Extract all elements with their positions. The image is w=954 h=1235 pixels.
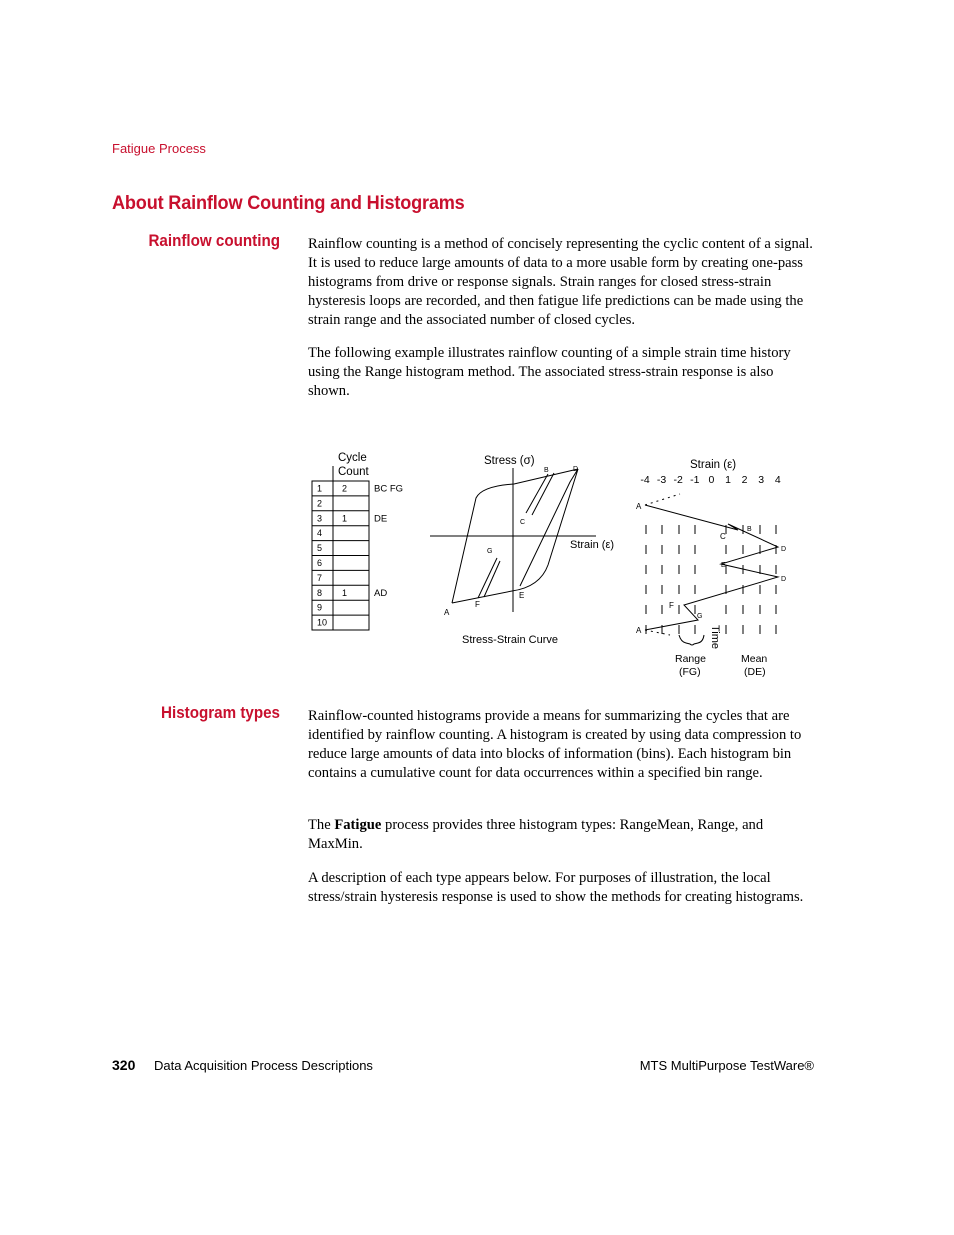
- strain-tick-label: -1: [690, 474, 700, 486]
- th-point-e: E: [721, 562, 726, 569]
- table-bin-number: 3: [317, 513, 323, 524]
- strain-tick-label: 4: [774, 474, 781, 486]
- footer-book-title: Data Acquisition Process Descriptions: [154, 1058, 373, 1073]
- page-number: 320: [112, 1057, 136, 1073]
- table-bin-number: 7: [317, 572, 323, 583]
- section-title: About Rainflow Counting and Histograms: [112, 192, 465, 214]
- rainflow-paragraph-1: Rainflow counting is a method of concisely representing the cyclic content of a signal. It is used to reduce large amounts of data to a more usable form by creating one-pass histograms from drive or response signals. Strain ranges for closed stress-strain hysteresis loops are recorded, and then fatigue life predictions can be made using the strain range and the associated number of closed cycles.: [308, 236, 813, 328]
- table-bin-number: 5: [317, 543, 323, 554]
- ss-point-d: D: [573, 466, 579, 473]
- stress-strain-caption: Stress-Strain Curve: [462, 634, 558, 646]
- table-cycle-label: AD: [374, 587, 388, 599]
- mean-sub-label: (DE): [744, 666, 766, 678]
- th-point-d1: D: [781, 546, 787, 553]
- th-point-d2: D: [781, 576, 787, 583]
- table-cycle-label: DE: [374, 513, 388, 525]
- table-rows: [312, 484, 403, 628]
- strain-tick-label: -3: [656, 474, 667, 486]
- cycle-count-table: [312, 452, 403, 630]
- strain-tick-label: 3: [758, 474, 765, 486]
- th-point-b: B: [747, 526, 752, 533]
- range-brace: [679, 635, 704, 645]
- table-cycle-count: 1: [342, 587, 348, 598]
- table-bin-number: 4: [317, 528, 323, 539]
- table-header-count: Count: [338, 466, 369, 478]
- ss-point-g: G: [487, 548, 493, 555]
- strain-tick-label: 1: [725, 474, 731, 486]
- table-bin-number: 1: [317, 483, 323, 494]
- strain-axis-label: Strain (ε): [570, 539, 615, 551]
- mean-label: Mean: [741, 653, 768, 665]
- footer-product-name: MTS MultiPurpose TestWare®: [639, 1058, 814, 1073]
- strain-history-start: [645, 494, 680, 505]
- range-sub-label: (FG): [679, 666, 701, 678]
- loop-de: [520, 469, 578, 586]
- range-label: Range: [675, 653, 706, 665]
- histogram-types-heading: Histogram types: [161, 704, 280, 722]
- strain-history-end: [645, 630, 670, 635]
- th-point-f: F: [669, 601, 674, 610]
- histogram-paragraph-2: [308, 816, 816, 854]
- time-history-title: Strain (ε): [690, 459, 737, 471]
- th-point-c: C: [720, 532, 726, 541]
- th-point-g: G: [697, 613, 703, 620]
- table-header-cycle: Cycle: [338, 452, 367, 464]
- stress-axis-label: Stress (σ): [484, 455, 535, 467]
- loop-fg-1: [478, 558, 497, 598]
- loop-fg-2: [484, 561, 500, 597]
- ss-point-b: B: [544, 467, 549, 474]
- table-cycle-count: 2: [342, 483, 348, 494]
- strain-tick-label: -2: [673, 474, 683, 486]
- table-cycle-label: BC FG: [374, 483, 404, 495]
- table-bin-number: 6: [317, 558, 323, 568]
- ss-point-f: F: [475, 600, 480, 609]
- histogram-paragraph-3: A description of each type appears below. For purposes of illustration, the local stress/strain hysteresis response is used to show the methods for creating histograms.: [308, 870, 804, 905]
- histogram-p2-before: The: [308, 817, 335, 833]
- running-head: Fatigue Process: [112, 141, 206, 156]
- loop-bc-1: [526, 474, 548, 513]
- strain-tick-label: -4: [640, 474, 650, 486]
- rainflow-figure: [300, 440, 800, 685]
- ss-point-e: E: [519, 591, 525, 600]
- table-bin-number: 8: [317, 587, 323, 598]
- ss-point-a: A: [444, 608, 450, 617]
- strain-history-line: [645, 505, 778, 630]
- th-point-a-bottom: A: [636, 626, 642, 635]
- ss-point-c: C: [520, 519, 526, 526]
- table-bin-number: 10: [317, 617, 328, 628]
- strain-time-history: [636, 459, 786, 678]
- strain-tick-label: 2: [741, 474, 748, 486]
- fatigue-bold: Fatigue: [334, 817, 382, 833]
- stress-strain-chart: [430, 455, 614, 646]
- table-bin-number: 2: [317, 498, 323, 509]
- table-cycle-count: 1: [342, 513, 348, 524]
- histogram-p2-after: process provides three histogram types: RangeMean, Range, and MaxMin.: [308, 817, 764, 852]
- th-point-a-top: A: [636, 502, 642, 511]
- histogram-paragraph-1: Rainflow-counted histograms provide a means for summarizing the cycles that are identified by rainflow counting. A histogram is created by using data compression to reduce large amounts of data into blocks of information (bins). Each histogram bin contains a cumulative count for data occurrences within a specified bin range.: [308, 708, 802, 781]
- rainflow-paragraph-2: The following example illustrates rainflow counting of a simple strain time history using the Range histogram method. The associated stress-strain response is also shown.: [308, 345, 791, 399]
- strain-tick-labels: [640, 474, 781, 486]
- time-axis-label: Time: [709, 625, 721, 650]
- strain-grid-dashes: [646, 525, 776, 634]
- rainflow-heading: Rainflow counting: [148, 232, 280, 250]
- table-bin-number: 9: [317, 602, 323, 613]
- strain-tick-label: 0: [708, 474, 715, 486]
- rainflow-figure-svg: [300, 440, 800, 685]
